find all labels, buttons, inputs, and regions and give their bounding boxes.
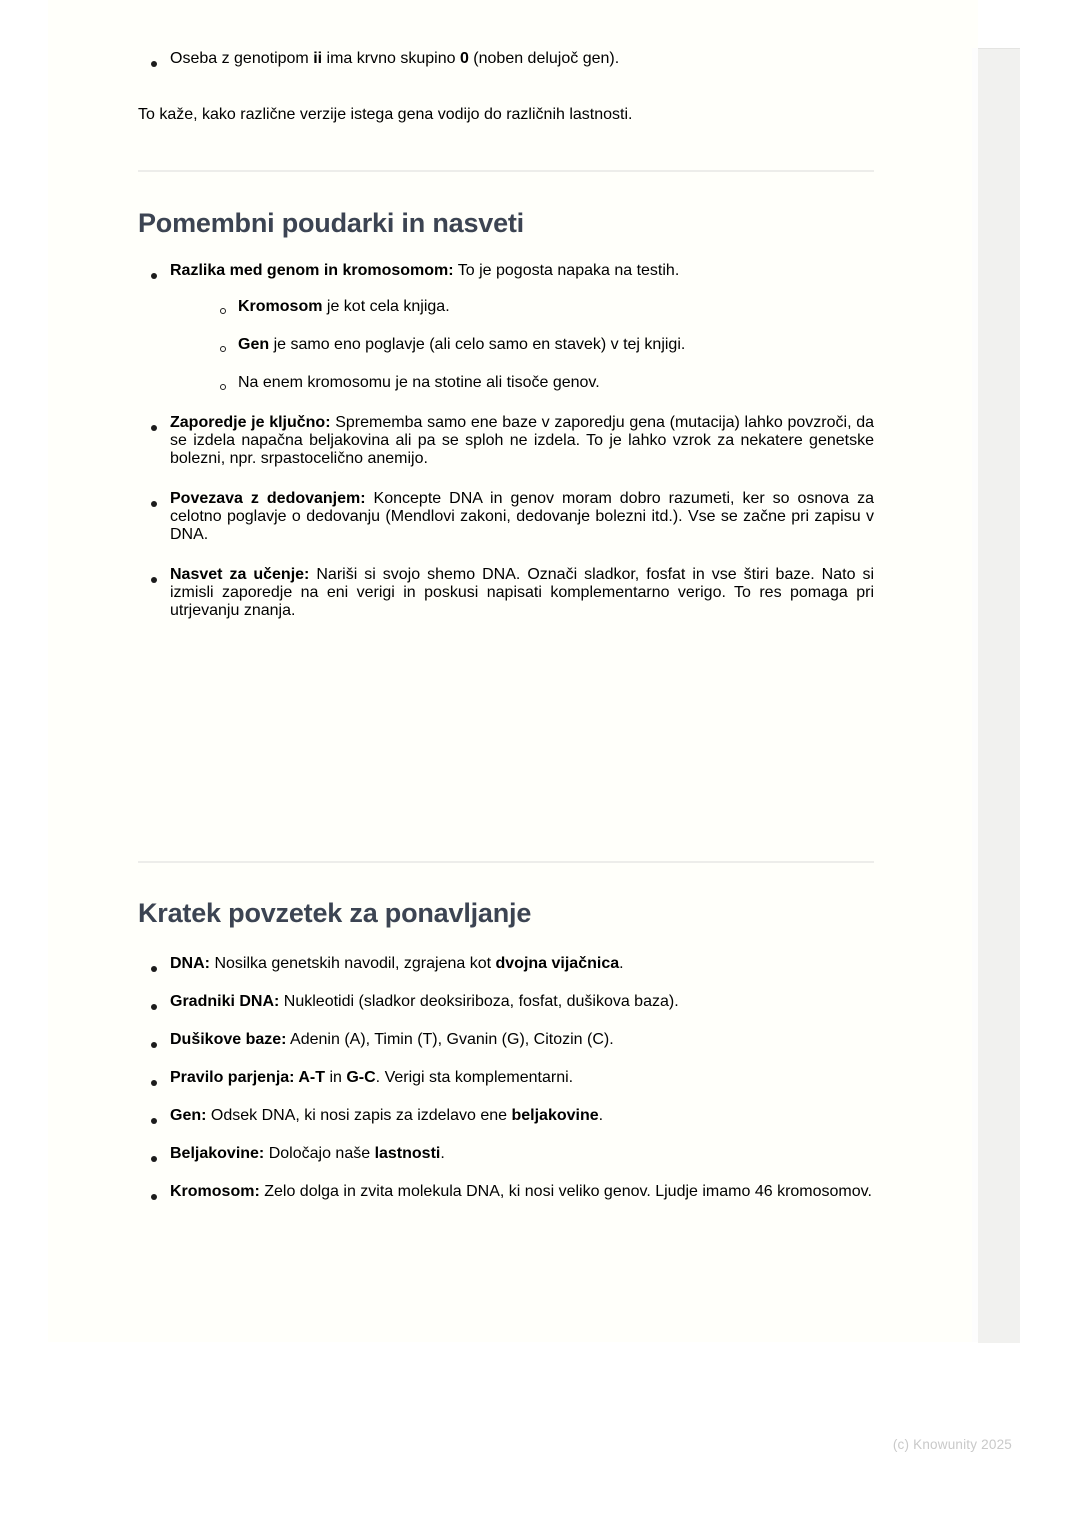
highlights-bullet-list [138, 262, 874, 620]
list-item [138, 1107, 874, 1125]
page-title: Kratek povzetek za ponavljanje [138, 898, 532, 928]
lead-paragraph [138, 106, 874, 124]
section-divider-2 [138, 861, 874, 863]
bold-text: Nasvet za učenje: [170, 566, 310, 583]
bold-text: Gen [238, 336, 270, 353]
bullet-list-level2 [170, 298, 874, 392]
bold-text: G-C [346, 1069, 376, 1086]
plain-text: Adenin (A), Timin (T), Gvanin (G), Citozin (C). [286, 1031, 614, 1048]
page-gutter-panel [978, 48, 1020, 1343]
plain-text: in [325, 1069, 347, 1086]
list-item-text [170, 414, 874, 468]
plain-text: ima krvno skupino [322, 50, 460, 67]
summary-bullet-list [138, 955, 874, 1221]
list-item [138, 1031, 874, 1049]
bullet-list-level1 [138, 262, 874, 620]
plain-text: Odsek DNA, ki nosi zapis za izdelavo ene [206, 1107, 512, 1124]
plain-text: Nariši si svojo shemo DNA. Označi sladkor, fosfat in vse štiri baze. Nato si izmisli zaporedje na eni verigi in poskusi napisati komplementarno verigo. To res pomaga pri utrjevanju znanja. [170, 566, 875, 619]
page-title: Pomembni poudarki in nasveti [138, 208, 524, 238]
list-item-text [170, 262, 874, 280]
plain-text: je kot cela knjiga. [322, 298, 450, 315]
list-item-text [170, 1031, 874, 1049]
section-divider-1 [138, 170, 874, 172]
bold-text: Kromosom [238, 298, 323, 315]
plain-text: . Verigi sta komplementarni. [375, 1069, 574, 1086]
plain-text: Koncepte DNA in genov moram dobro razumeti, ker so osnova za celotno poglavje o dedovanju (Mendlovi zakoni, dedovanje bolezni itd.). Vse se začne pri zapisu v DNA. [170, 490, 874, 543]
list-item [138, 566, 874, 620]
list-item [138, 262, 874, 392]
bold-text: 0 [459, 50, 469, 67]
list-item [138, 1145, 874, 1163]
plain-text: Sprememba samo ene baze v zaporedju gena (mutacija) lahko povzroči, da se izdela napačna beljakovina ali pa se sploh ne izdela. To je lahko vzrok za nekatere genetske bolezni, npr. srpastocelično anemijo. [170, 414, 875, 467]
document-page [48, 0, 978, 1342]
bold-text: Dušikove baze: [170, 1031, 287, 1048]
bold-text: Razlika med genom in kromosomom: [170, 262, 454, 279]
intro-bullet-list [138, 50, 874, 68]
bullet-list-level1 [138, 50, 874, 68]
plain-text: . [598, 1107, 604, 1124]
bold-text: Povezava z dedovanjem: [170, 490, 366, 507]
list-item [138, 50, 874, 68]
section-heading-summary [138, 898, 874, 929]
paragraph-text: To kaže, kako različne verzije istega gena vodijo do različnih lastnosti. [138, 106, 633, 123]
plain-text: . [619, 955, 624, 972]
bold-text: lastnosti [374, 1145, 441, 1162]
plain-text: To je pogosta napaka na testih. [453, 262, 680, 279]
plain-text: Na enem kromosomu je na stotine ali tisoče genov. [238, 374, 600, 391]
bullet-list-level1 [138, 955, 874, 1201]
list-item-text [170, 1145, 874, 1163]
list-item-text [170, 993, 874, 1011]
plain-text: Oseba z genotipom [170, 50, 314, 67]
bold-text: Pravilo parjenja: A-T [170, 1069, 325, 1086]
list-item [138, 955, 874, 973]
plain-text: . [440, 1145, 445, 1162]
list-item-text [170, 955, 874, 973]
list-item-text [170, 566, 874, 620]
plain-text: Zelo dolga in zvita molekula DNA, ki nosi veliko genov. Ljudje imamo 46 kromosomov. [259, 1183, 872, 1200]
bold-text: Zaporedje je ključno: [170, 414, 331, 431]
plain-text: je samo eno poglavje (ali celo samo en stavek) v tej knjigi. [269, 336, 686, 353]
bold-text: DNA: [170, 955, 210, 972]
list-item-text [170, 490, 874, 544]
list-item [138, 490, 874, 544]
bold-text: Beljakovine: [170, 1145, 265, 1162]
list-item-text [170, 50, 619, 67]
plain-text: Nukleotidi (sladkor deoksiriboza, fosfat, dušikova baza). [279, 993, 679, 1010]
bold-text: Gen: [170, 1107, 207, 1124]
plain-text: Določajo naše [264, 1145, 375, 1162]
bold-text: ii [313, 50, 323, 67]
plain-text: (noben delujoč gen). [468, 50, 620, 67]
sub-list-item [212, 298, 874, 316]
list-item-text [170, 1107, 874, 1125]
list-item-text [170, 1069, 874, 1087]
list-item [138, 993, 874, 1011]
bold-text: Kromosom: [170, 1183, 260, 1200]
sub-list-item [212, 336, 874, 354]
footer-copyright: (c) Knowunity 2025 [892, 1437, 1012, 1452]
list-item [138, 1069, 874, 1087]
list-item [138, 414, 874, 468]
list-item-text [170, 1183, 874, 1201]
section-heading-highlights [138, 208, 874, 239]
list-item [138, 1183, 874, 1201]
plain-text: Nosilka genetskih navodil, zgrajena kot [210, 955, 496, 972]
bold-text: dvojna vijačnica [495, 955, 620, 972]
sub-list-item [212, 374, 874, 392]
bold-text: beljakovine [511, 1107, 599, 1124]
bold-text: Gradniki DNA: [170, 993, 280, 1010]
